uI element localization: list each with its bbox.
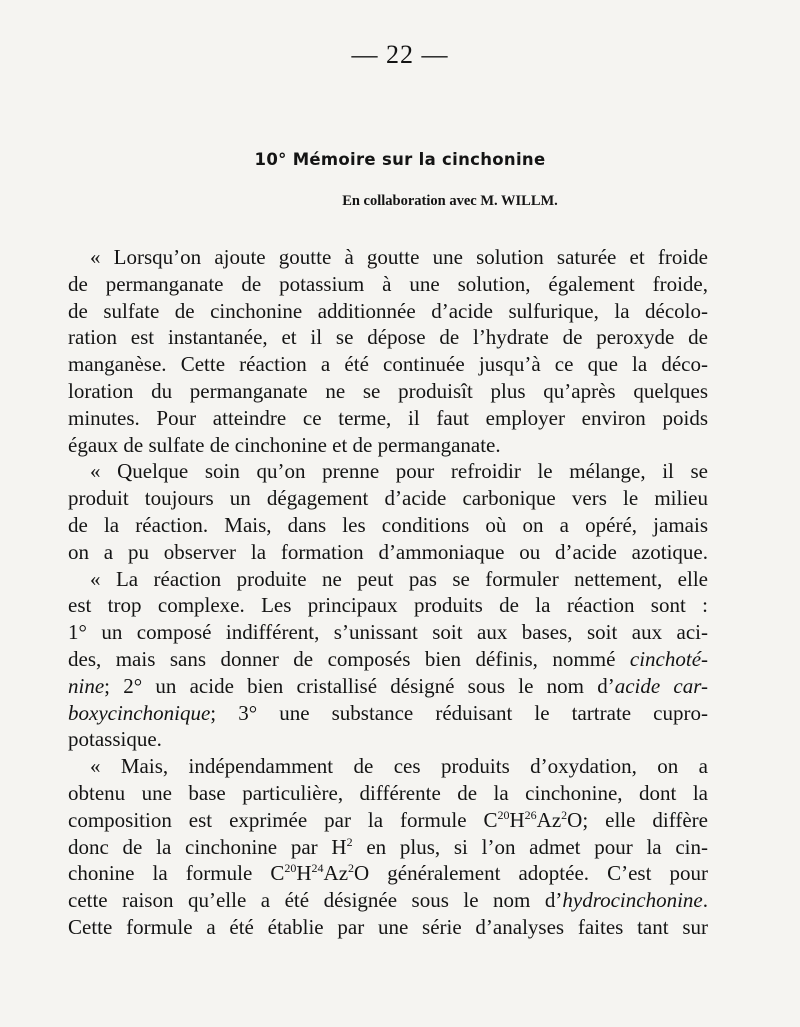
formula-part: O bbox=[567, 807, 583, 832]
text-line: « Lorsqu’on ajoute goutte à goutte une solution saturée et froide bbox=[90, 245, 708, 269]
italic-term: acide car- bbox=[614, 673, 709, 698]
text-run: donc de la cinchonine par bbox=[68, 834, 332, 859]
text-line bbox=[68, 807, 708, 834]
text-line bbox=[68, 673, 708, 700]
formula-part: C bbox=[270, 861, 285, 886]
text-line bbox=[68, 646, 708, 673]
text-run: chonine la formule bbox=[68, 861, 271, 886]
text-run: ; 3° une substance réduisant le tartrate cupro- bbox=[210, 700, 708, 725]
body-text bbox=[68, 244, 708, 941]
formula-sup: 20 bbox=[284, 861, 297, 876]
italic-term: cinchoté- bbox=[629, 646, 709, 671]
italic-term: hydrocinchonine bbox=[562, 888, 703, 913]
formula-sup: 20 bbox=[497, 807, 510, 822]
text-line: on a pu observer la formation d’ammoniaque ou d’acide azotique. bbox=[68, 539, 708, 564]
formula-sup: 26 bbox=[524, 807, 537, 822]
text-run: généralement adoptée. C’est pour bbox=[369, 861, 709, 886]
formula-part: H bbox=[509, 807, 525, 832]
italic-term: boxycinchonique bbox=[68, 700, 211, 725]
text-line: potassique. bbox=[68, 727, 162, 752]
text-line: Cette formule a été établie par une série d’analyses faites tant sur bbox=[68, 914, 708, 939]
text-run: en plus, si l’on admet pour la cin- bbox=[352, 834, 708, 859]
text-line: de la réaction. Mais, dans les conditions où on a opéré, jamais bbox=[68, 512, 708, 537]
formula-part: H bbox=[331, 834, 347, 859]
text-line: ration est instantanée, et il se dépose de l’hydrate de peroxyde de bbox=[68, 325, 708, 350]
formula-sup: 24 bbox=[311, 861, 324, 876]
text-run: composition est exprimée par la formule bbox=[68, 807, 484, 832]
text-line: de permanganate de potassium à une solution, également froide, bbox=[68, 271, 708, 296]
text-line: manganèse. Cette réaction a été continuée jusqu’à ce que la déco- bbox=[68, 352, 708, 377]
section-subtitle: En collaboration avec M. WILLM. bbox=[342, 193, 558, 209]
text-line: loration du permanganate ne se produisît plus qu’après quelques bbox=[68, 378, 708, 403]
text-run: cette raison qu’elle a été désignée sous le nom d’ bbox=[68, 888, 563, 913]
formula-part: C bbox=[483, 807, 498, 832]
text-line: 1° un composé indifférent, s’unissant soit aux bases, soit aux aci- bbox=[68, 620, 708, 645]
text-line: obtenu une base particulière, différente de la cinchonine, dont la bbox=[68, 780, 708, 805]
page-number: — 22 — bbox=[351, 40, 449, 69]
text-line bbox=[68, 834, 708, 861]
text-line bbox=[68, 887, 708, 914]
chemical-formula bbox=[483, 808, 582, 832]
text-line bbox=[68, 700, 708, 727]
section-title: 10° Mémoire sur la cinchonine bbox=[254, 150, 546, 169]
formula-part: Az bbox=[536, 807, 562, 832]
formula-part: O bbox=[354, 861, 370, 886]
text-run: des, mais sans donner de composés bien définis, nommé bbox=[68, 646, 616, 671]
italic-term: nine bbox=[68, 673, 105, 698]
text-line: est trop complexe. Les principaux produits de la réaction sont : bbox=[68, 593, 708, 618]
chemical-formula bbox=[270, 861, 369, 885]
formula-sup: 2 bbox=[561, 807, 568, 822]
formula-sup: 2 bbox=[346, 834, 353, 849]
chemical-formula bbox=[331, 835, 352, 859]
text-line: égaux de sulfate de cinchonine et de permanganate. bbox=[68, 432, 501, 457]
text-line: « La réaction produite ne peut pas se formuler nettement, elle bbox=[90, 566, 708, 591]
formula-part: Az bbox=[323, 861, 349, 886]
text-line: minutes. Pour atteindre ce terme, il faut employer environ poids bbox=[68, 405, 708, 430]
text-line: « Quelque soin qu’on prenne pour refroidir le mélange, il se bbox=[90, 459, 708, 484]
formula-sup: 2 bbox=[348, 861, 355, 876]
formula-part: H bbox=[296, 861, 312, 886]
text-line bbox=[68, 860, 708, 887]
text-run: . bbox=[702, 888, 708, 913]
text-run: ; 2° un acide bien cristallisé désigné sous le nom d’ bbox=[104, 673, 615, 698]
text-line: « Mais, indépendamment de ces produits d’oxydation, on a bbox=[90, 754, 708, 779]
text-line: de sulfate de cinchonine additionnée d’acide sulfurique, la décolo- bbox=[68, 298, 708, 323]
text-line: produit toujours un dégagement d’acide carbonique vers le milieu bbox=[68, 486, 708, 511]
text-run: ; elle diffère bbox=[582, 807, 708, 832]
